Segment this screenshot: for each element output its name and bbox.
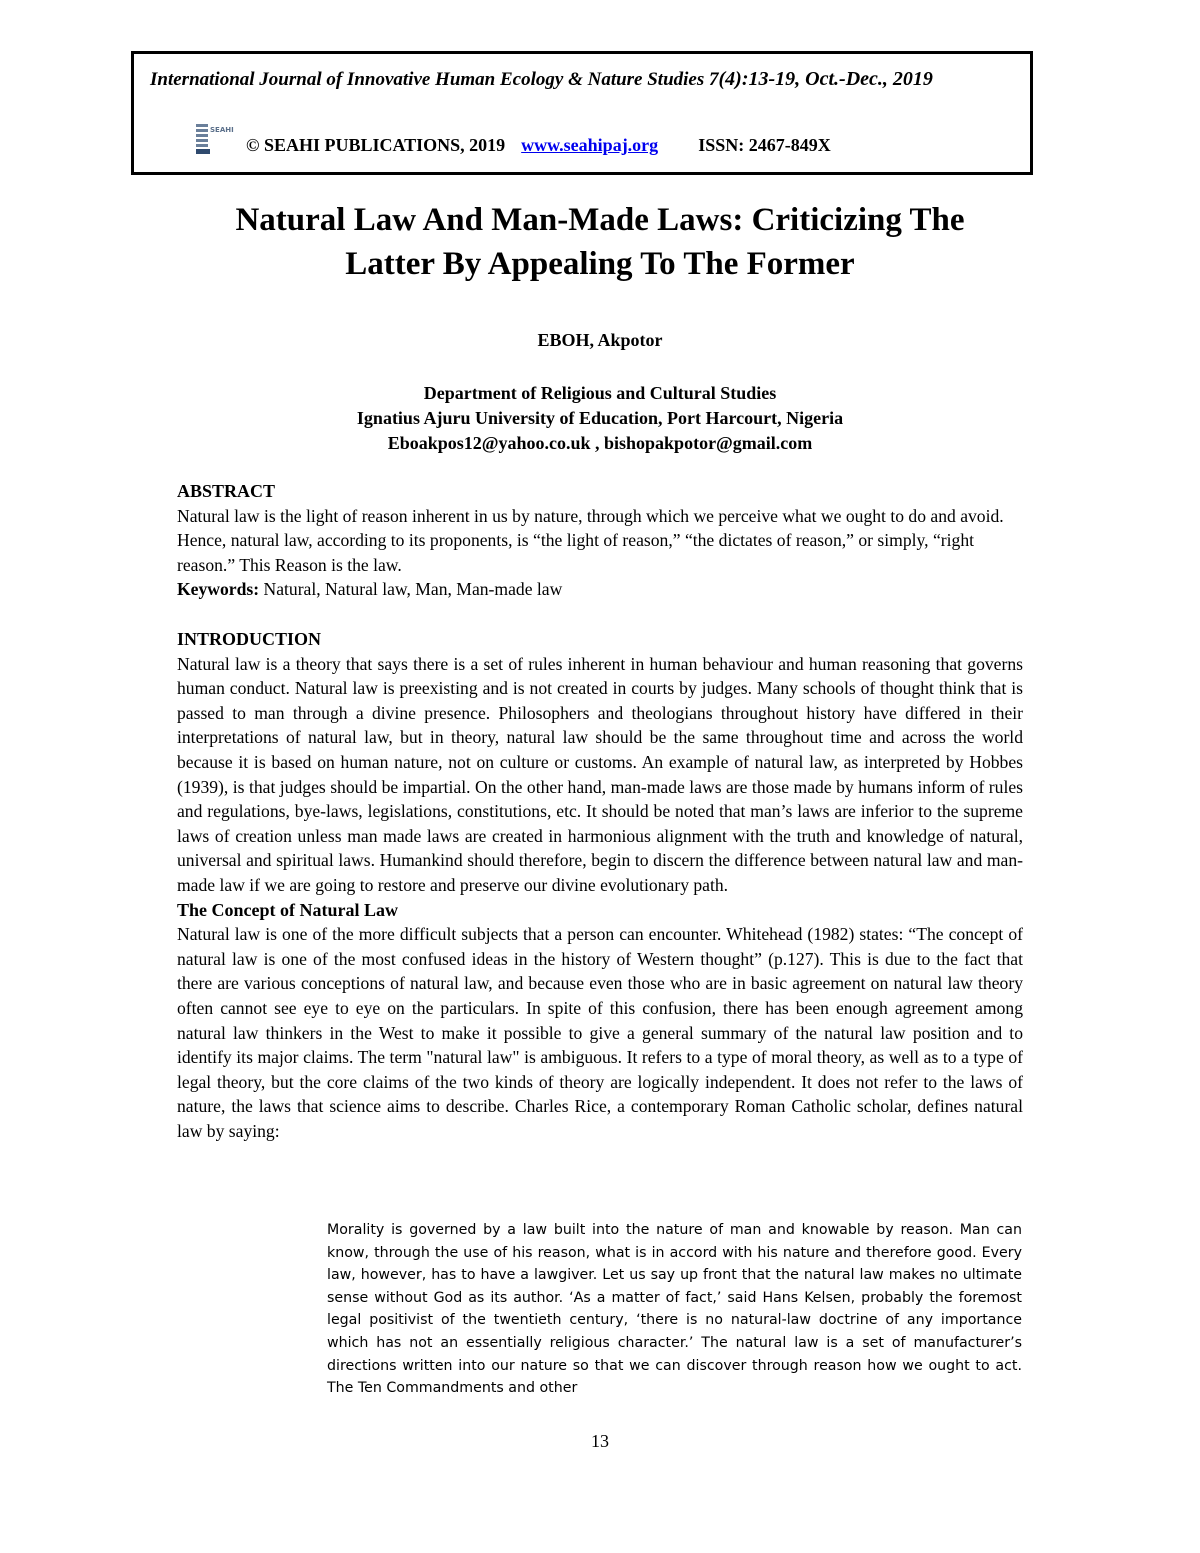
- author-name: EBOH, Akpotor: [537, 330, 663, 350]
- paper-title-line-2: Latter By Appealing To The Former: [345, 246, 855, 282]
- keywords-line: [177, 577, 1023, 602]
- block-quote: Morality is governed by a law built into the nature of man and knowable by reason. Man can know, through the use of his reason, what is in accord with his nature and therefore good. Every law, however, has to have a lawgiver. Let us say up front that the natural law makes no ultimate sense without God as its author. ‘As a matter of fact,’ said Hans Kelsen, probably the foremost legal positivist of the twentieth century, ‘there is no natural-law doctrine of any importance which has not an essentially religious character.’ The natural law is a set of manufacturer’s directions written into our nature so that we can discover through reason how we ought to act. The Ten Commandments and other: [327, 1222, 1022, 1397]
- journal-citation: [150, 68, 933, 91]
- abstract-section: [177, 479, 1023, 602]
- introduction-heading: INTRODUCTION: [177, 629, 322, 649]
- concept-heading: The Concept of Natural Law: [177, 899, 398, 920]
- copyright-notice: © SEAHI PUBLICATIONS, 2019: [246, 134, 506, 155]
- journal-header-box: [131, 51, 1033, 175]
- website-link[interactable]: www.seahipaj.org: [521, 134, 659, 155]
- department: Department of Religious and Cultural Studies: [423, 383, 777, 403]
- university: Ignatius Ajuru University of Education, Port Harcourt, Nigeria: [356, 408, 844, 428]
- journal-issue: (4):13-19, Oct.-Dec., 2019: [718, 68, 933, 90]
- journal-name: International Journal of Innovative Human Ecology & Nature Studies 7: [150, 69, 719, 90]
- paper-title: [0, 198, 1200, 286]
- concept-text: Natural law is one of the more difficult subjects that a person can encounter. Whitehead (1982) states: “The concept of natural law is one of the most confused ideas in the history of Western thought” (p.127). This is due to the fact that there are various conceptions of natural law, and because even those who are in basic agreement on natural law theory often cannot see eye to eye on the particulars. In spite of this confusion, there has been enough agreement among natural law thinkers in the West to make it possible to give a general summary of the natural law position and to identify its major claims. The term "natural law" is ambiguous. It refers to a type of moral theory, as well as to a type of legal theory, but the core claims of the two kinds of theory are logically independent. It does not refer to the laws of nature, the laws that science aims to describe. Charles Rice, a contemporary Roman Catholic scholar, defines natural law by saying:: [177, 924, 1023, 1141]
- abstract-heading: ABSTRACT: [177, 481, 276, 501]
- seahi-logo-icon: [194, 120, 234, 158]
- seahi-logo-text: SEAHI: [210, 126, 234, 134]
- introduction-text: Natural law is a theory that says there is a set of rules inherent in human behaviour and human reasoning that governs human conduct. Natural law is preexisting and is not created in courts by judges. Many schools of thought think that is passed to man through a divine presence. Philosophers and theologians throughout history have differed in their interpretations of natural law, but in theory, natural law should be the same throughout time and across the world because it is based on human nature, not on culture or customs. An example of natural law, as interpreted by Hobbes (1939), is that judges should be impartial. On the other hand, man-made laws are those made by humans inform of rules and regulations, bye-laws, legislations, constitutions, etc. It should be noted that man’s laws are inferior to the supreme laws of creation unless man made laws are created in harmonious alignment with the truth and knowledge of natural, universal and spiritual laws. Humankind should therefore, begin to discern the difference between natural law and man-made law if we are going to restore and preserve our divine evolutionary path.: [177, 653, 1023, 895]
- issn: ISSN: 2467-849X: [698, 134, 831, 155]
- publication-line: [194, 126, 831, 164]
- keywords: Natural, Natural law, Man, Man-made law: [263, 579, 563, 600]
- author-emails[interactable]: Eboakpos12@yahoo.co.uk , bishopakpotor@gmail.com: [387, 433, 813, 453]
- author-affiliation: [0, 381, 1200, 456]
- keywords-label: Keywords:: [177, 579, 260, 600]
- abstract-text: Natural law is the light of reason inherent in us by nature, through which we perceive what we ought to do and avoid. Hence, natural law, according to its proponents, is “the light of reason,” “the dictates of reason,” or simply, “right reason.” This Reason is the law.: [177, 505, 1004, 575]
- paper-title-line-1: Natural Law And Man-Made Laws: Criticizing The: [235, 202, 965, 238]
- page-number: 13: [591, 1431, 609, 1451]
- introduction-section: [177, 627, 1023, 1143]
